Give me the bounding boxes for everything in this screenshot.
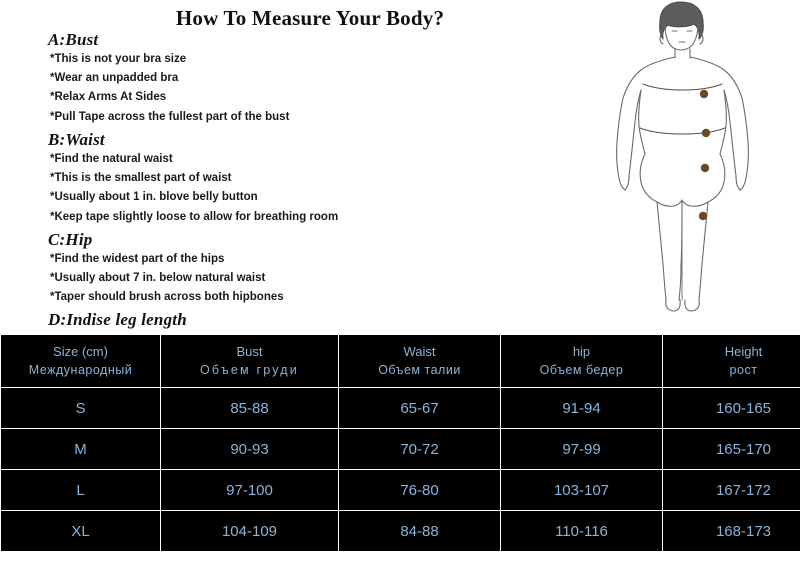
- column-header-size-en: Size (cm): [53, 343, 108, 359]
- column-header-height-en: Height: [724, 343, 763, 359]
- cell-hip: 103-107: [501, 470, 663, 511]
- waist-bullet-3: *Usually about 1 in. blove belly button: [50, 191, 258, 204]
- waist-bullet-4: *Keep tape slightly loose to allow for breathing room: [50, 210, 339, 223]
- cell-waist: 70-72: [339, 429, 501, 470]
- cell-bust: 85-88: [161, 388, 339, 429]
- cell-bust: 97-100: [161, 470, 339, 511]
- column-header-size: [1, 335, 161, 388]
- hip-marker: [701, 164, 709, 172]
- cell-size: XL: [1, 511, 161, 552]
- waist-bullet-2: *This is the smallest part of waist: [50, 172, 232, 185]
- body-figure-illustration: [565, 0, 800, 330]
- hip-bullet-3: *Taper should brush across both hipbones: [50, 291, 284, 304]
- column-header-waist-ru: Объем талии: [378, 363, 461, 378]
- bust-bullet-2: *Wear an unpadded bra: [50, 72, 179, 85]
- table-row: [1, 511, 800, 552]
- column-header-hip-ru: Объем бедер: [539, 363, 624, 378]
- bust-marker: [700, 90, 708, 98]
- cell-size: M: [1, 429, 161, 470]
- inseam-marker: [699, 212, 707, 220]
- column-header-hip: [501, 335, 663, 388]
- hip-bullet-1: *Find the widest part of the hips: [50, 252, 225, 265]
- section-heading-waist: B:Waist: [48, 129, 105, 149]
- section-heading-bust: A:Bust: [48, 30, 99, 49]
- column-header-height: [663, 335, 800, 388]
- cell-bust: 104-109: [161, 511, 339, 552]
- cell-height: 167-172: [663, 470, 800, 511]
- cell-height: 165-170: [663, 429, 800, 470]
- cell-size: L: [1, 470, 161, 511]
- hip-bullet-2: *Usually about 7 in. below natural waist: [50, 271, 266, 284]
- table-row: [1, 470, 800, 511]
- column-header-size-ru: Международный: [28, 363, 133, 378]
- table-row: [1, 429, 800, 470]
- cell-hip: 97-99: [501, 429, 663, 470]
- bust-bullet-3: *Relax Arms At Sides: [50, 91, 167, 104]
- cell-waist: 84-88: [339, 511, 501, 552]
- cell-hip: 110-116: [501, 511, 663, 552]
- section-heading-hip: C:Hip: [48, 229, 93, 249]
- waist-bullet-1: *Find the natural waist: [50, 152, 173, 165]
- table-header-row: [1, 335, 800, 388]
- column-header-hip-en: hip: [572, 343, 591, 359]
- column-header-height-ru: рост: [729, 363, 758, 378]
- page-title: How To Measure Your Body?: [175, 6, 445, 30]
- size-chart-table: [0, 334, 800, 552]
- cell-bust: 90-93: [161, 429, 339, 470]
- cell-waist: 65-67: [339, 388, 501, 429]
- bust-bullet-1: *This is not your bra size: [50, 53, 187, 65]
- measurement-instructions: [48, 30, 468, 333]
- cell-height: 160-165: [663, 388, 800, 429]
- bust-bullet-4: *Pull Tape across the fullest part of the bust: [50, 110, 290, 123]
- column-header-bust-ru: Объем груди: [200, 363, 299, 378]
- column-header-bust-en: Bust: [236, 343, 263, 359]
- section-heading-inseam: D:Indise leg length: [48, 310, 187, 330]
- column-header-waist-en: Waist: [403, 343, 436, 359]
- waist-marker: [702, 129, 710, 137]
- cell-size: S: [1, 388, 161, 429]
- cell-waist: 76-80: [339, 470, 501, 511]
- cell-hip: 91-94: [501, 388, 663, 429]
- table-row: [1, 388, 800, 429]
- cell-height: 168-173: [663, 511, 800, 552]
- column-header-waist: [339, 335, 501, 388]
- column-header-bust: [161, 335, 339, 388]
